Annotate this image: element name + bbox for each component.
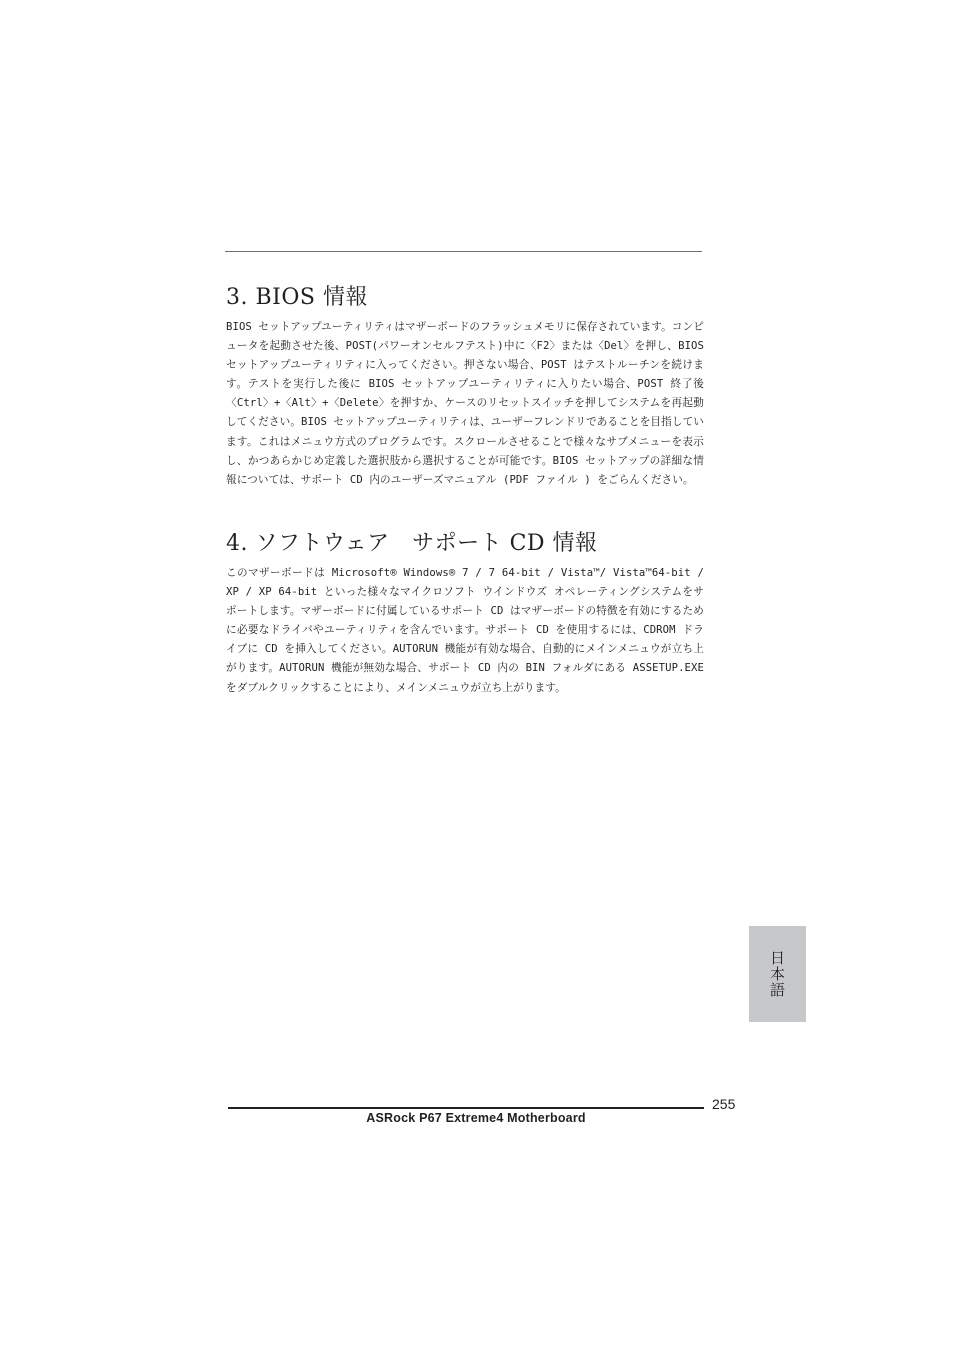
section-3-title: 3. BIOS 情報	[226, 285, 368, 310]
top-divider	[225, 251, 702, 252]
section-4-body: このマザーボードは Microsoft® Windows® 7 / 7 64-bit / Vista™/ Vista™64-bit / XP / XP 64-bit といった様々なマイクロソフト ウインドウズ オペレーティングシステムをサポートします。マザーボードに付属しているサポート CD はマザーボードの特徴を有効にするために必要なドライバやユーティリティを含んでいます。サポート CD を使用するには、CDROM ドライブに CD を挿入してください。AUTORUN 機能が有効な場合、自動的にメインメニュウが立ち上がります。AUTORUN 機能が無効な場合、サポート CD 内の BIN フォルダにある ASSETUP.EXE をダブルクリックすることにより、メインメニュウが立ち上がります。	[226, 567, 704, 694]
section-3-body: BIOS セットアップユーティリティはマザーボードのフラッシュメモリに保存されています。コンピュータを起動させた後、POST(パワーオンセルフテスト)中に〈F2〉または〈Del〉を押し、BIOS セットアップユーティリティに入ってください。押さない場合、POST はテストルーチンを続けます。テストを実行した後に BIOS セットアップユーティリティに入りたい場合、POST 終了後〈Ctrl〉+〈Alt〉+〈Delete〉を押すか、ケースのリセットスイッチを押してシステムを再起動してください。BIOS セットアップユーティリティは、ユーザーフレンドリであることを目指しています。これはメニュウ方式のプログラムです。スクロールさせることで様々なサブメニューを表示し、かつあらかじめ定義した選択肢から選択することが可能です。BIOS セットアップの詳細な情報については、サポート CD 内のユーザーズマニュアル (PDF ファイル ) をごらんください。	[226, 321, 704, 486]
section-4-title: 4. ソフトウェア サポート CD 情報	[226, 531, 598, 556]
language-tab-label: 日本語	[768, 950, 786, 998]
page-number: 255	[712, 1096, 736, 1112]
footer-product-title: ASRock P67 Extreme4 Motherboard	[366, 1111, 586, 1125]
section-bios-info	[226, 284, 704, 490]
footer-divider	[228, 1107, 704, 1109]
language-tab	[749, 926, 806, 1022]
section-software-support-cd	[226, 530, 704, 698]
